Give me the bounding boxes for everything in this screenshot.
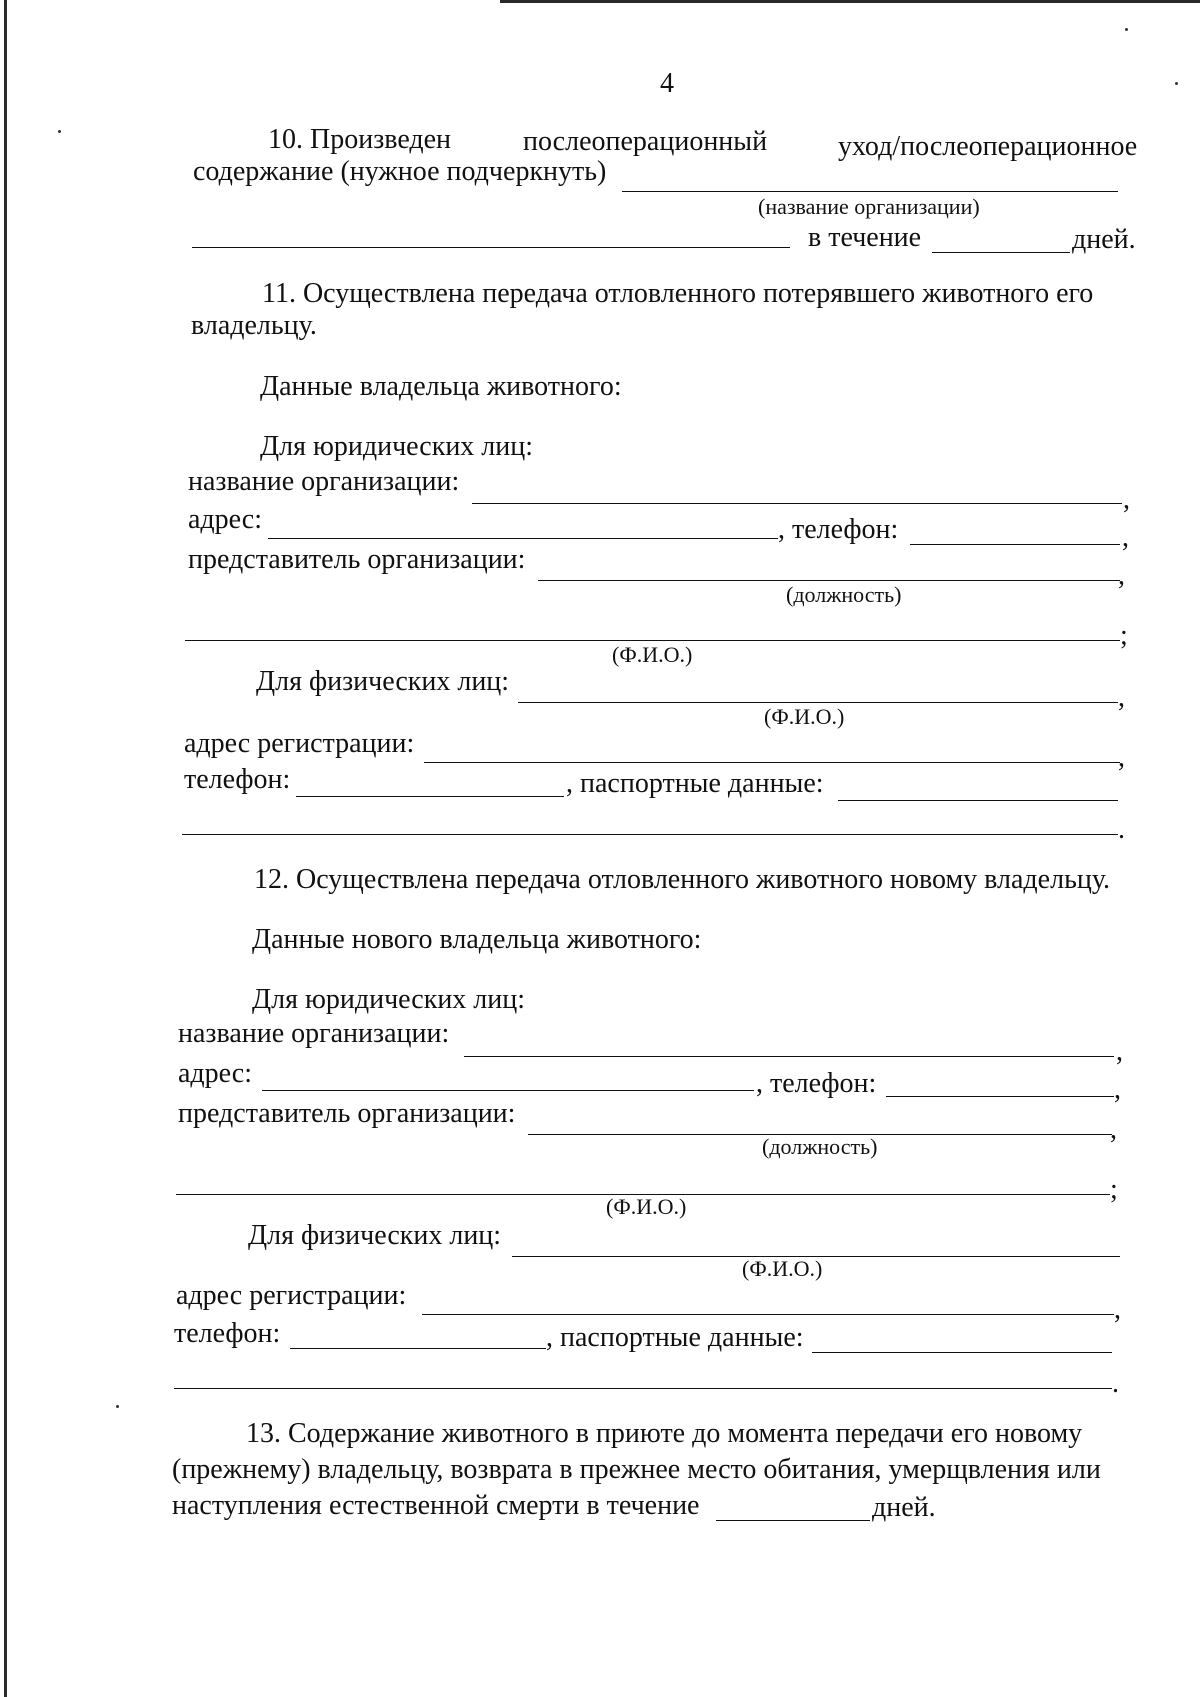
item13-days: дней. (872, 1492, 936, 1523)
page-number: 4 (660, 68, 674, 99)
item10-number: 10. (268, 124, 303, 155)
item13-days-field[interactable] (716, 1520, 870, 1521)
scan-edge-left (4, 0, 7, 1697)
owner-address-label: адрес: (188, 504, 263, 535)
scan-speck (116, 1405, 119, 1408)
item10-days-field[interactable] (932, 252, 1070, 253)
item10-days: дней. (1072, 224, 1136, 255)
new-owner-semicolon: ; (1110, 1174, 1118, 1205)
new-owner-phone2-label: телефон: (174, 1318, 281, 1349)
owner-rep-position-field[interactable] (538, 580, 1120, 581)
new-owner-address-label: адрес: (178, 1058, 253, 1089)
owner-semicolon: ; (1120, 620, 1128, 651)
item10-word3: уход/послеоперационное (838, 131, 1138, 162)
owner-comma: , (1118, 742, 1125, 773)
owner-phone2-label: телефон: (184, 764, 291, 795)
owner-phone2-field[interactable] (296, 796, 564, 797)
new-owner-reg-address-label: адрес регистрации: (176, 1280, 407, 1311)
item10-hint-org: (название организации) (758, 194, 980, 219)
item10-org-field-cont[interactable] (192, 247, 790, 248)
owner-reg-address-field[interactable] (424, 762, 1120, 763)
owner-comma: , (1118, 560, 1125, 591)
new-owner-heading: Данные нового владельца животного: (252, 924, 702, 955)
owner-address-field[interactable] (268, 538, 778, 539)
new-owner-comma: , (1114, 1294, 1121, 1325)
new-owner-org-name-field[interactable] (464, 1056, 1114, 1057)
owner-individual-fio-field[interactable] (518, 702, 1118, 703)
new-owner-hint-fio: (Ф.И.О.) (606, 1194, 687, 1219)
owner-comma: , (1123, 484, 1130, 515)
item10-org-field[interactable] (622, 191, 1118, 192)
scan-speck (58, 130, 61, 133)
owner-heading: Данные владельца животного: (260, 371, 622, 402)
new-owner-passport-field[interactable] (812, 1352, 1112, 1353)
owner-passport-label: , паспортные данные: (566, 768, 824, 799)
owner-phone-field[interactable] (910, 544, 1120, 545)
new-owner-passport-label: , паспортные данные: (546, 1322, 804, 1353)
new-owner-comma: , (1116, 1036, 1123, 1067)
new-owner-phone-label: , телефон: (756, 1068, 877, 1099)
new-owner-individual-hint-fio: (Ф.И.О.) (742, 1256, 823, 1281)
new-owner-individual-heading: Для физических лиц: (248, 1220, 502, 1251)
owner-phone-label: , телефон: (778, 514, 899, 545)
owner-period: . (1118, 814, 1125, 845)
new-owner-passport-field-cont[interactable] (174, 1388, 1112, 1389)
item11-line2: владельцу. (191, 310, 317, 341)
item10-line2: содержание (нужное подчеркнуть) (193, 156, 607, 187)
new-owner-address-field[interactable] (262, 1090, 754, 1091)
owner-comma: , (1122, 522, 1129, 553)
item11-line1: 11. Осуществлена передача отловленного потерявшего животного его (262, 278, 1094, 309)
new-owner-hint-position: (должность) (762, 1134, 878, 1159)
new-owner-phone-field[interactable] (886, 1096, 1114, 1097)
owner-individual-heading: Для физических лиц: (256, 666, 510, 697)
item13-line1: 13. Содержание животного в приюте до момента передачи его новому (246, 1418, 1083, 1449)
item10-word1: Произведен (310, 124, 452, 155)
new-owner-comma: , (1110, 1114, 1117, 1145)
owner-comma: , (1118, 682, 1125, 713)
item10-word2: послеоперационный (523, 126, 768, 157)
new-owner-period: . (1112, 1368, 1119, 1399)
new-owner-reg-address-field[interactable] (422, 1314, 1114, 1315)
owner-legal-heading: Для юридических лиц: (260, 431, 534, 462)
owner-passport-field-cont[interactable] (182, 834, 1118, 835)
new-owner-phone2-field[interactable] (290, 1348, 546, 1349)
owner-individual-hint-fio: (Ф.И.О.) (764, 704, 845, 729)
item13-line2: (прежнему) владельцу, возврата в прежнее место обитания, умерщвления или (172, 1454, 1101, 1485)
new-owner-org-name-label: название организации: (178, 1018, 450, 1049)
owner-rep-fio-field[interactable] (185, 640, 1120, 641)
owner-org-name-field[interactable] (472, 503, 1122, 504)
item12-line1: 12. Осуществлена передача отловленного животного новому владельцу. (254, 864, 1111, 895)
item10-during: в течение (808, 222, 922, 253)
new-owner-comma: , (1114, 1074, 1121, 1105)
owner-org-name-label: название организации: (188, 466, 460, 497)
owner-hint-fio: (Ф.И.О.) (612, 642, 693, 667)
owner-rep-label: представитель организации: (188, 544, 526, 575)
new-owner-legal-heading: Для юридических лиц: (252, 984, 526, 1015)
new-owner-rep-label: представитель организации: (178, 1098, 516, 1129)
scan-edge-top (500, 0, 1200, 3)
scan-speck (1175, 82, 1178, 85)
item13-line3: наступления естественной смерти в течение (172, 1490, 700, 1521)
scan-speck (1125, 28, 1128, 31)
owner-hint-position: (должность) (786, 582, 902, 607)
owner-passport-field[interactable] (838, 800, 1118, 801)
owner-reg-address-label: адрес регистрации: (184, 728, 415, 759)
